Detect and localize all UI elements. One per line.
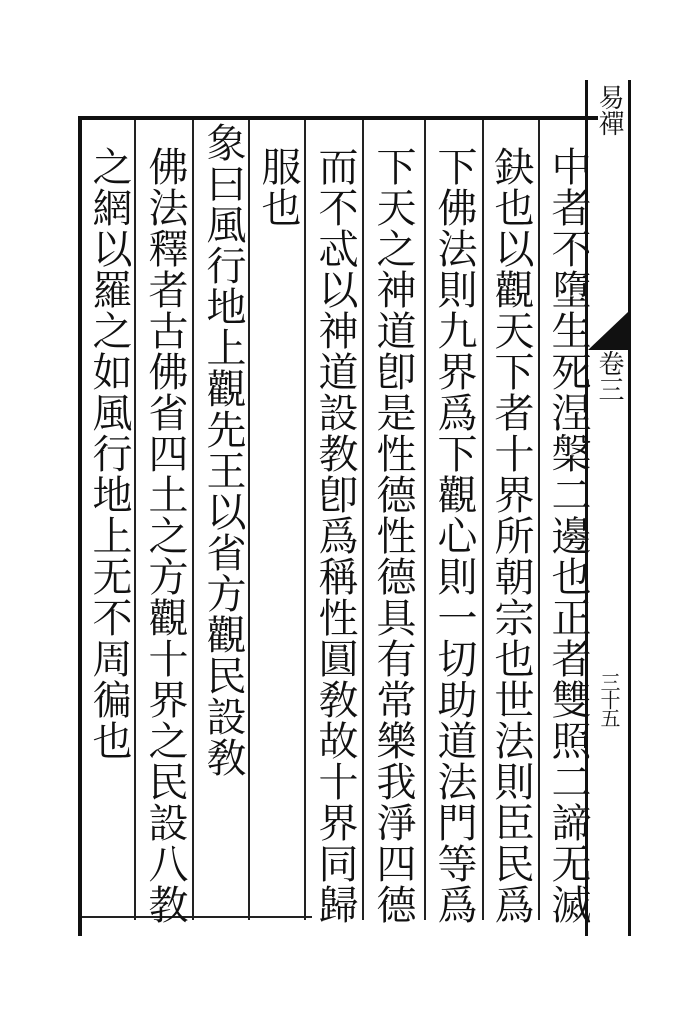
text-column-6: 服也 [255,146,301,228]
bottom-rule [82,916,312,918]
text-column-4: 下天之神道卽是性德性德具有常樂我淨四德 [370,146,416,925]
frame-left-border [78,116,82,936]
column-divider [248,120,250,920]
column-divider [482,120,484,920]
column-divider [538,120,540,920]
text-column-7: 象曰風行地上觀先王以省方觀民設敎 [200,122,246,778]
banxin-volume: 卷三 [594,350,624,402]
frame-top-border [78,116,598,120]
banxin-page-number: 三十五 [597,672,621,726]
fishtail-mark [588,312,628,350]
column-divider [192,120,194,920]
column-divider [424,120,426,920]
text-column-2: 鈌也以觀天下者十界所朝宗也世法則臣民爲 [488,146,534,925]
text-column-9: 之網以羅之如風行地上无不周徧也 [86,146,132,761]
column-divider [304,120,306,920]
banxin-title: 易禪 [594,84,624,136]
text-column-5: 而不忒以神道設教卽爲稱性圓敎故十界同歸 [312,146,358,925]
text-column-1: 中者不墮生死涅槃二邊也正者雙照二諦无滅 [545,146,591,925]
banxin-right-border [628,80,631,936]
column-divider [362,120,364,920]
column-divider [134,120,136,920]
text-column-3: 下佛法則九界爲下觀心則一切助道法門等爲 [431,146,477,925]
text-column-8: 佛法釋者古佛省四土之方觀十界之民設八教 [142,146,188,925]
